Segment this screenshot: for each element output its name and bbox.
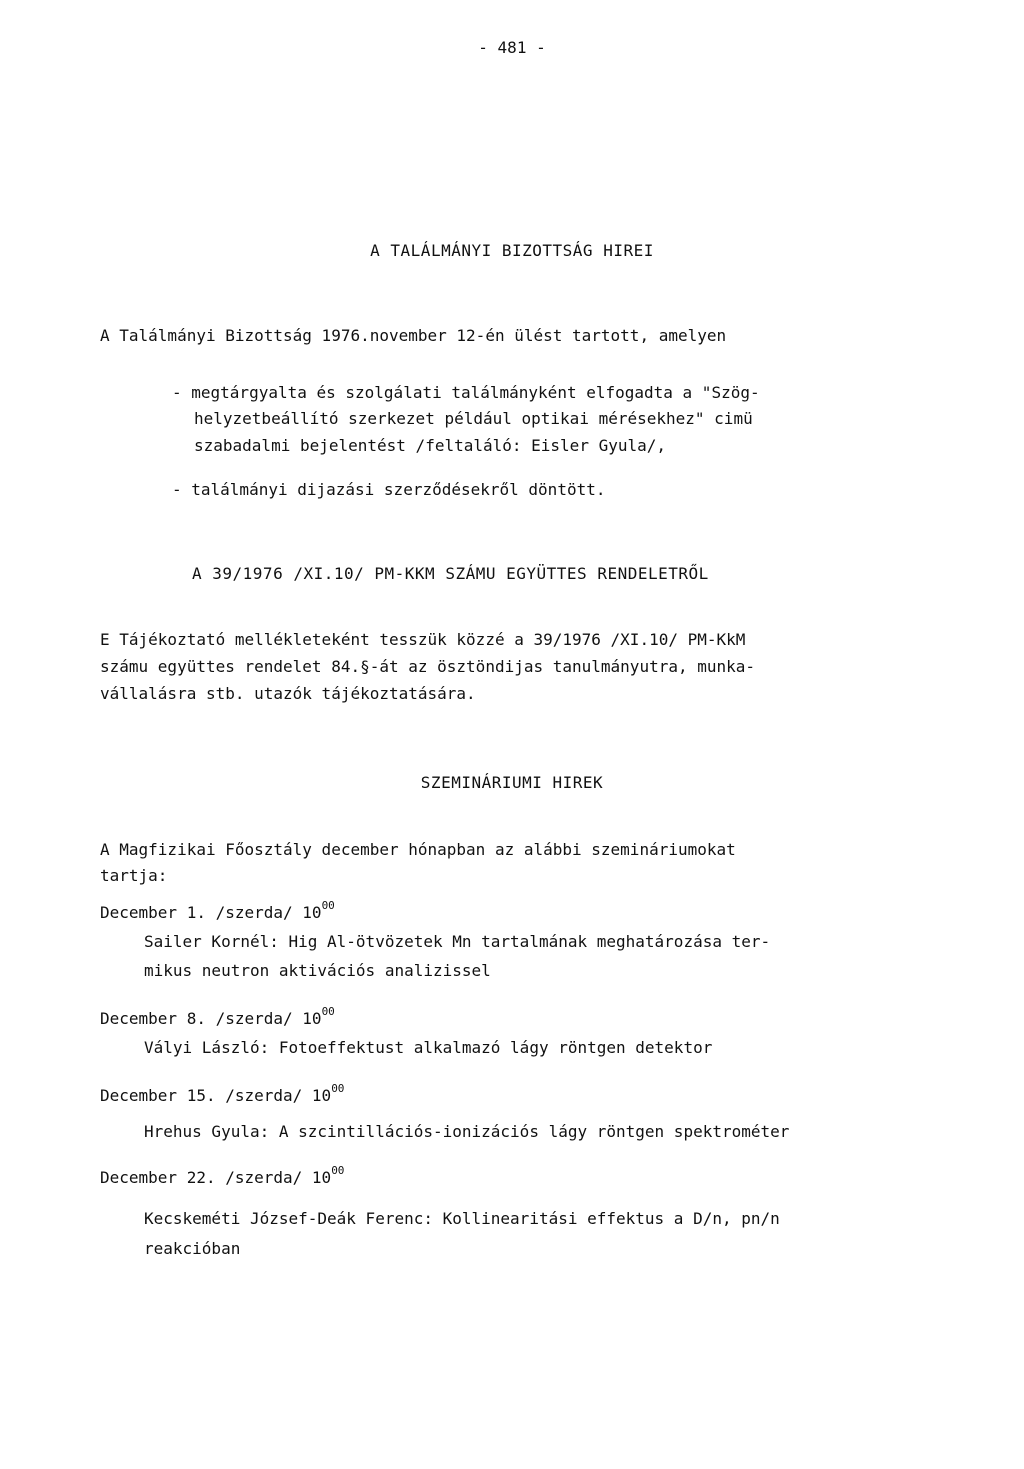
seminar-talk-line: Kecskeméti József-Deák Ferenc: Kollinearitási effektus a D/n, pn/n [144,1209,780,1228]
section1-intro: A Találmányi Bizottság 1976.november 12-én ülést tartott, amelyen [100,326,727,345]
seminar-date: December 22. /szerda/ $10^{00}$ [100,1164,345,1187]
section3-intro-line: tartja: [100,866,168,885]
section-title-invention-committee: A TALÁLMÁNYI BIZOTTSÁG HIREI [370,241,654,260]
seminar-talk-line: Vályi László: Fotoeffektust alkalmazó lágy röntgen detektor [144,1038,713,1057]
seminar-date: December 1. /szerda/ $10^{00}$ [100,899,335,922]
section1-item-line: helyzetbeállító szerkezet például optikai mérésekhez" cimü [194,409,753,428]
section-title-seminars: SZEMINÁRIUMI HIREK [420,773,604,792]
seminar-talk-line: mikus neutron aktivációs analizissel [144,961,491,980]
section1-item-line: szabadalmi bejelentést /feltaláló: Eisler Gyula/, [194,436,667,455]
seminar-talk-line: reakcióban [144,1239,241,1258]
seminar-talk-line: Sailer Kornél: Hig Al-ötvözetek Mn tartalmának meghatározása ter- [144,932,771,951]
seminar-date: December 8. /szerda/ $10^{00}$ [100,1005,335,1028]
section3-intro-line: A Magfizikai Főosztály december hónapban az alábbi szemináriumokat [100,840,736,859]
page-number: - 481 - [478,38,546,57]
seminar-date: December 15. /szerda/ $10^{00}$ [100,1082,345,1105]
section1-item-line: - találmányi dijazási szerződésekről döntött. [172,480,606,499]
section1-item-line: - megtárgyalta és szolgálati találmányként elfogadta a "Szög- [172,383,760,402]
section2-line: E Tájékoztató mellékleteként tesszük közzé a 39/1976 /XI.10/ PM-KkM [100,630,746,649]
section2-line: vállalásra stb. utazók tájékoztatására. [100,684,476,703]
seminar-talk-line: Hrehus Gyula: A szcintillációs-ionizációs lágy röntgen spektrométer [144,1122,790,1141]
section-title-decree: A 39/1976 /XI.10/ PM-KKM SZÁMU EGYÜTTES RENDELETRŐL [192,564,709,583]
section2-line: számu együttes rendelet 84.§-át az ösztöndijas tanulmányutra, munka- [100,657,756,676]
